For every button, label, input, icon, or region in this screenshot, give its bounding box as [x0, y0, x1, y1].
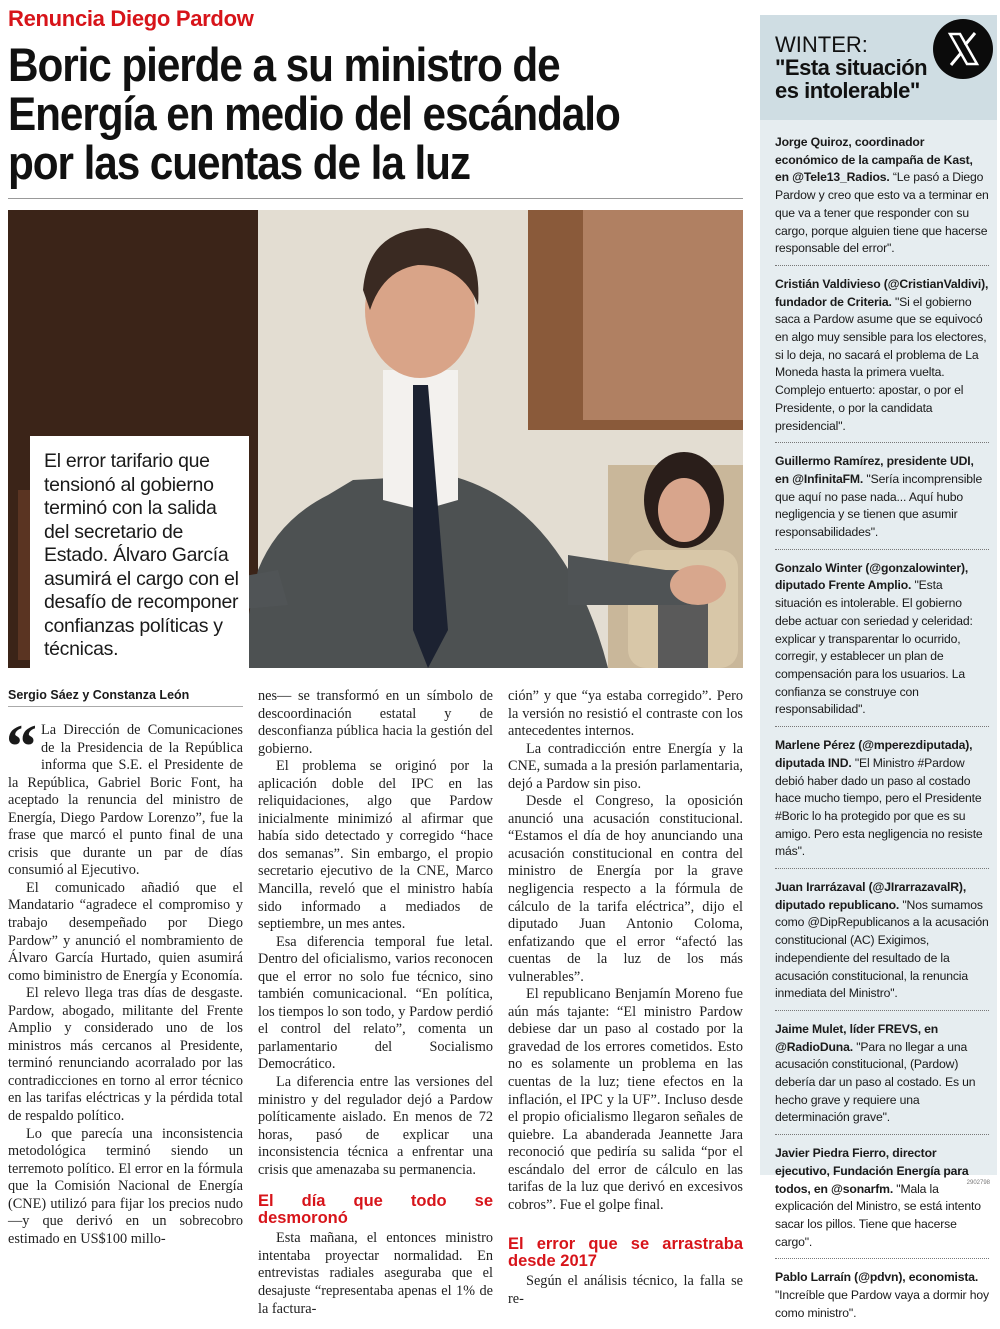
quote-item	[775, 451, 989, 550]
quote-mark-icon: “	[6, 713, 37, 781]
paragraph: La contradicción entre Energía y la CNE, sumada a la presión parlamentaria, dejó a Pardow sin piso.	[508, 740, 743, 792]
quote-item	[775, 735, 989, 869]
sidebar-header	[760, 15, 997, 120]
quote-item	[775, 877, 989, 1011]
quote-author: Juan Irarrázaval (@JIrarrazavalR), diputado republicano.	[775, 880, 967, 912]
subheading: El error que se arrastraba desde 2017	[508, 1235, 743, 1271]
quote-text: "Si el gobierno saca a Pardow asume que se equivocó en algo muy sensible para los electores, si lo deja, no sacará el problema de La Moneda hasta la primera vuelta. Complejo entuerto: apostar, o por el Presidente, o por la candidata presidencial".	[775, 294, 987, 433]
quote-author: Pablo Larraín (@pdvn), economista.	[775, 1270, 979, 1285]
quote-author: Cristián Valdivieso (@CristianValdivi), fundador de Criteria.	[775, 276, 989, 309]
paragraph: El republicano Benjamín Moreno fue aún más tajante: “El ministro Pardow debiese dar un paso al costado por la gravedad de los errores cometidos. Esto no es solamente un problema en las cuentas de la luz; tiene efectos en la inflación, el IPC y la UF”. Incluso desde el propio oficialismo llegaron señales de quiebre. La abanderada Jeannette Jara reconoció que pediría su salida “por el escándalo del error de cálculo en las tarifas de la luz que derivó en excesivos cobros”. Fue el golpe final.	[508, 986, 743, 1213]
article-column-2	[258, 688, 493, 1318]
paragraph: ción” y que “ya estaba corregido”. Pero la versión no resistió el contraste con los antecedentes internos.	[508, 688, 743, 740]
quote-author: Marlene Pérez (@mperezdiputada), diputada IND.	[775, 738, 973, 770]
quote-author: Gonzalo Winter (@gonzalowinter), diputado Frente Amplio.	[775, 560, 969, 593]
quote-text: "El Ministro #Pardow debió haber dado un paso al costado hace mucho tiempo, pero el Presidente #Boric lo ha protegido por que es su amigo. Pero esta negligencia no resiste más".	[775, 755, 983, 859]
headline-line: por las cuentas de la luz	[8, 136, 470, 189]
paragraph: La diferencia entre las versiones del ministro y del regulador dejó a Pardow políticamente aislado. En menos de 72 horas, pasó de explicar una inconsistencia técnica a enfrentar una crisis que amenazaba su permanencia.	[258, 1074, 493, 1178]
paragraph: Lo que parecía una inconsistencia metodológica terminó siendo un terremoto político. El error en la fórmula que la Comisión Nacional de Energía (CNE) utilizó para fijar los precios nudo —y que derivó en un sobrecobro estimado en US$100 millo-	[8, 1125, 243, 1247]
x-logo-icon	[933, 19, 993, 79]
article-column-1	[6, 713, 243, 1248]
quote-author: Jorge Quiroz, coordinador económico de la campaña de Kast, en @Tele13_Radios.	[775, 135, 973, 185]
quote-item	[775, 1267, 989, 1329]
quote-text: "Sería incomprensible que aquí no pase nada... Aquí hubo negligencia y se tienen que asumir responsabilidades".	[775, 471, 983, 540]
headline-line: Boric pierde a su ministro de	[8, 38, 560, 91]
quote-text: "Para no llegar a una acusación constitucional, (Pardow) debería dar un paso al costado. Es un hecho grave y requiere una determinación grave".	[775, 1039, 976, 1125]
page-code: 2902798	[966, 1180, 990, 1186]
paragraph: Esta mañana, el entonces ministro intentaba proyectar normalidad. En entrevistas radiales aseguraba que el desajuste “representaba apenas el 1% de la factura-	[258, 1230, 493, 1317]
sidebar-title: WINTER:	[775, 32, 868, 57]
paragraph: El relevo llega tras días de desgaste. Pardow, abogado, militante del Frente Amplio y considerado uno de los ministros más cercanos al Presidente, terminó renunciando acorralado por las contradicciones en torno al error técnico en las tarifas eléctricas y la pérdida total de respaldo político.	[8, 985, 243, 1125]
sidebar-subtitle: "Esta situación es intolerable"	[775, 55, 928, 103]
quote-item	[775, 1019, 989, 1135]
lead-paragraph	[6, 713, 243, 880]
article-column-3	[508, 688, 743, 1309]
paragraph: Desde el Congreso, la oposición anunció una acusación constitucional. “Estamos el día de hoy anunciando una acusación constitucional en contra del ministro de Energía por la grave negligencia respecto a la fórmula de cálculo de la tarifa eléctrica”, dijo el diputado Juan Antonio Coloma, enfatizando que el error “afectó las cuentas de la luz de los más vulnerables”.	[508, 793, 743, 985]
byline: Sergio Sáez y Constanza León	[8, 688, 243, 707]
quote-item	[775, 1143, 989, 1259]
headline	[8, 40, 692, 187]
article-photo	[8, 210, 743, 668]
kicker: Renuncia Diego Pardow	[8, 6, 254, 31]
quote-author: Javier Piedra Fierro, director ejecutivo, Fundación Energía para todos, en @sonarfm.	[775, 1146, 969, 1196]
quote-text: "Nos sumamos como @DipRepublicanos a la acusación constitucional (AC) Exigimos, independiente del resultado de la acusación constitucional, la renuncia inmediata del Ministro".	[775, 897, 989, 1001]
quote-text: "Mala la explicación del Ministro, se está intento sacar los pillos. Tiene que hacerse cargo".	[775, 1181, 981, 1249]
quote-item	[775, 558, 989, 727]
headline-line: Energía en medio del escándalo	[8, 87, 620, 140]
photo-callout: El error tarifario que tensionó al gobierno terminó con la salida del secretario de Estado. Álvaro García asumirá el cargo con el desafío de recomponer confianzas políticas y técnicas.	[30, 436, 249, 668]
paragraph: El comunicado añadió que el Mandatario “agradece el compromiso y trabajo desempeñado por Diego Pardow” y anunció el nombramiento de Álvaro García Hurtado, quien asumirá como biministro de Energía y Economía.	[8, 879, 243, 984]
paragraph: nes— se transformó en un símbolo de descoordinación estatal y de desconfianza pública hacia la gestión del gobierno.	[258, 688, 493, 757]
quote-text: "Increíble que Pardow vaya a dormir hoy como ministro".	[775, 1288, 989, 1320]
paragraph: Esa diferencia temporal fue letal. Dentro del oficialismo, varios reconocen que el error no solo fue técnico, sino también comunicacional. “En política, los tiempos lo son todo, y Pardow perdió el control del relato”, comenta un parlamentario del Socialismo Democrático.	[258, 933, 493, 1073]
quote-item	[775, 274, 989, 443]
quote-text: "Esta situación es intolerable. El gobierno debe actuar con seriedad y celeridad: explicar y transparentar lo ocurrido, corregir, y establecer un plan de compensación para los usuarios. La confianza se construye con responsabilidad".	[775, 578, 973, 717]
paragraph-text: La Dirección de Comunicaciones de la Presidencia de la República informa que S.E. el Presidente de la República, Gabriel Boric Font, ha aceptado la renuncia del ministro de Energía, Diego Pardow Lorenzo”, fue la frase que marcó el punto final de una crisis que durante un par de días consumió al Ejecutivo.	[8, 722, 243, 879]
quote-author: Jaime Mulet, líder FREVS, en @RadioDuna.	[775, 1021, 939, 1054]
subheading: El día que todo se desmoronó	[258, 1192, 493, 1228]
quotes-list	[760, 120, 997, 1329]
paragraph: Según el análisis técnico, la falla se re-	[508, 1273, 743, 1307]
quote-text: “Le pasó a Diego Pardow y creo que esto va a terminar en que va a tener que responder con su cargo, porque alguien tiene que hacerse responsable del error".	[775, 170, 989, 256]
quote-author: Guillermo Ramírez, presidente UDI, en @InfinitaFM.	[775, 454, 974, 486]
paragraph: El problema se originó por la aplicación doble del IPC en las reliquidaciones, algo que Pardow inicialmente minimizó al afirmar que había sido detectado y corregido “hace dos semanas”. Sin embargo, el propio secretario ejecutivo de la CNE, Marco Mancilla, reveló que el ministro había sido informado a mediados de septiembre, un mes antes.	[258, 758, 493, 933]
divider	[8, 198, 743, 199]
quote-item	[775, 132, 989, 266]
